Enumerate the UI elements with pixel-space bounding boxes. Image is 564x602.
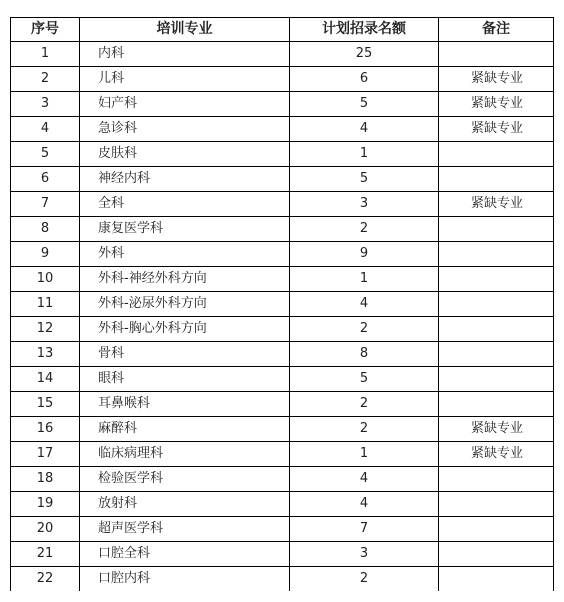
row-number: 13 <box>11 342 80 367</box>
row-number: 18 <box>11 467 80 492</box>
note-cell: 紧缺专业 <box>439 192 554 217</box>
quota-cell: 6 <box>290 67 439 92</box>
quota-cell: 2 <box>290 317 439 342</box>
quota-cell: 9 <box>290 242 439 267</box>
row-number: 7 <box>11 192 80 217</box>
note-cell <box>439 492 554 517</box>
major-cell: 耳鼻喉科 <box>80 392 290 417</box>
note-cell: 紧缺专业 <box>439 117 554 142</box>
table-row <box>11 92 554 117</box>
major-cell: 临床病理科 <box>80 442 290 467</box>
quota-cell: 1 <box>290 267 439 292</box>
quota-cell: 2 <box>290 392 439 417</box>
table-row <box>11 67 554 92</box>
row-number: 12 <box>11 317 80 342</box>
note-cell <box>439 167 554 192</box>
major-cell: 内科 <box>80 42 290 67</box>
quota-cell: 8 <box>290 342 439 367</box>
note-cell <box>439 467 554 492</box>
major-cell: 外科-胸心外科方向 <box>80 317 290 342</box>
table-row <box>11 217 554 242</box>
table-row <box>11 142 554 167</box>
table-row <box>11 117 554 142</box>
major-cell: 外科-神经外科方向 <box>80 267 290 292</box>
quota-cell: 4 <box>290 117 439 142</box>
major-cell: 骨科 <box>80 342 290 367</box>
major-cell: 检验医学科 <box>80 467 290 492</box>
major-cell: 康复医学科 <box>80 217 290 242</box>
note-cell <box>439 517 554 542</box>
table-row <box>11 442 554 467</box>
quota-cell: 2 <box>290 567 439 592</box>
major-cell: 儿科 <box>80 67 290 92</box>
quota-cell: 3 <box>290 542 439 567</box>
major-cell: 超声医学科 <box>80 517 290 542</box>
table-row <box>11 517 554 542</box>
row-number: 15 <box>11 392 80 417</box>
major-cell: 急诊科 <box>80 117 290 142</box>
header-note: 备注 <box>439 18 554 42</box>
note-cell <box>439 42 554 67</box>
major-cell: 神经内科 <box>80 167 290 192</box>
quota-cell: 3 <box>290 192 439 217</box>
major-cell: 妇产科 <box>80 92 290 117</box>
quota-cell: 5 <box>290 367 439 392</box>
row-number: 6 <box>11 167 80 192</box>
quota-cell: 7 <box>290 517 439 542</box>
table-row <box>11 467 554 492</box>
note-cell <box>439 567 554 592</box>
row-number: 8 <box>11 217 80 242</box>
quota-cell: 1 <box>290 442 439 467</box>
table-row <box>11 242 554 267</box>
row-number: 3 <box>11 92 80 117</box>
row-number: 16 <box>11 417 80 442</box>
row-number: 4 <box>11 117 80 142</box>
row-number: 22 <box>11 567 80 592</box>
table-row <box>11 42 554 67</box>
quota-cell: 2 <box>290 217 439 242</box>
table-row <box>11 317 554 342</box>
row-number: 9 <box>11 242 80 267</box>
note-cell: 紧缺专业 <box>439 92 554 117</box>
row-number: 21 <box>11 542 80 567</box>
quota-cell: 4 <box>290 292 439 317</box>
note-cell <box>439 242 554 267</box>
row-number: 5 <box>11 142 80 167</box>
major-cell: 口腔内科 <box>80 567 290 592</box>
table-row <box>11 367 554 392</box>
note-cell: 紧缺专业 <box>439 417 554 442</box>
note-cell <box>439 142 554 167</box>
note-cell <box>439 317 554 342</box>
major-cell: 外科 <box>80 242 290 267</box>
quota-cell: 5 <box>290 92 439 117</box>
row-number: 17 <box>11 442 80 467</box>
major-cell: 全科 <box>80 192 290 217</box>
row-number: 19 <box>11 492 80 517</box>
quota-cell: 25 <box>290 42 439 67</box>
major-cell: 放射科 <box>80 492 290 517</box>
major-cell: 皮肤科 <box>80 142 290 167</box>
table-row <box>11 292 554 317</box>
major-cell: 外科-泌尿外科方向 <box>80 292 290 317</box>
table-row <box>11 567 554 592</box>
note-cell <box>439 392 554 417</box>
table-row <box>11 417 554 442</box>
table-row <box>11 192 554 217</box>
header-major: 培训专业 <box>80 18 290 42</box>
quota-cell: 4 <box>290 492 439 517</box>
note-cell <box>439 342 554 367</box>
note-cell <box>439 542 554 567</box>
note-cell <box>439 292 554 317</box>
row-number: 2 <box>11 67 80 92</box>
table-row <box>11 167 554 192</box>
note-cell: 紧缺专业 <box>439 67 554 92</box>
note-cell: 紧缺专业 <box>439 442 554 467</box>
training-quota-table <box>10 17 554 591</box>
row-number: 10 <box>11 267 80 292</box>
note-cell <box>439 217 554 242</box>
major-cell: 口腔全科 <box>80 542 290 567</box>
header-row <box>11 18 554 42</box>
quota-cell: 4 <box>290 467 439 492</box>
major-cell: 眼科 <box>80 367 290 392</box>
quota-cell: 5 <box>290 167 439 192</box>
note-cell <box>439 267 554 292</box>
table-row <box>11 492 554 517</box>
table-row <box>11 342 554 367</box>
row-number: 20 <box>11 517 80 542</box>
major-cell: 麻醉科 <box>80 417 290 442</box>
row-number: 1 <box>11 42 80 67</box>
header-no: 序号 <box>11 18 80 42</box>
header-quota: 计划招录名额 <box>290 18 439 42</box>
table-body <box>11 42 554 592</box>
row-number: 11 <box>11 292 80 317</box>
table-row <box>11 542 554 567</box>
quota-cell: 1 <box>290 142 439 167</box>
table-row <box>11 392 554 417</box>
quota-cell: 2 <box>290 417 439 442</box>
table-row <box>11 267 554 292</box>
note-cell <box>439 367 554 392</box>
row-number: 14 <box>11 367 80 392</box>
